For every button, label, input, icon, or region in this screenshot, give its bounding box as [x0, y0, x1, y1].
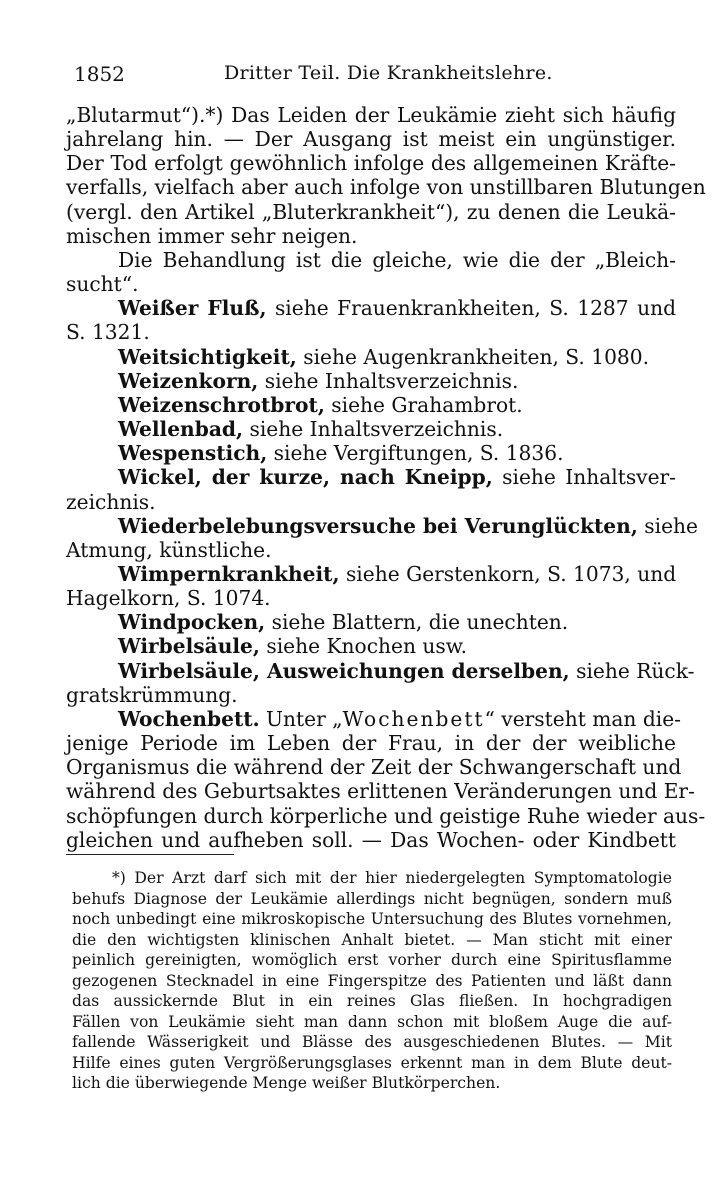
entry-keyword: Wiederbelebungsversuche bei Verunglückten, — [118, 513, 638, 538]
text-span: siehe Inhaltsverzeichnis. — [258, 368, 519, 393]
text-line — [66, 779, 695, 804]
text-span: „Blutarmut“).*) Das Leiden der Leukämie zieht sich häufig — [66, 103, 676, 127]
entry-keyword: Wirbelsäule, — [118, 634, 260, 659]
text-line — [66, 345, 676, 369]
text-span: (vergl. den Artikel „Bluterkrankheit“), zu denen die Leukä- — [66, 199, 676, 224]
text-line — [66, 417, 676, 441]
entry-keyword: Windpocken, — [118, 610, 266, 635]
footnote-line: Fällen von Leukämie sieht man dann schon mit bloßem Auge die auf- — [72, 1012, 672, 1031]
text-line — [66, 828, 676, 852]
text-span: Die Behandlung ist die gleiche, wie die der „Bleich- — [118, 247, 676, 272]
text-span: siehe Grahambrot. — [324, 392, 523, 417]
footnote-line: *) Der Arzt darf sich mit der hier niedergelegten Symptomatologie — [112, 869, 672, 887]
text-line — [66, 272, 676, 296]
footnote-line: behufs Diagnose der Leukämie allerdings nicht begnügen, sondern muß — [72, 889, 672, 908]
entry-keyword: Wimpernkrankheit, — [118, 561, 340, 586]
text-line — [66, 683, 676, 707]
text-span: gleichen und aufheben soll. — Das Wochen- oder Kindbett — [66, 827, 676, 852]
page-header — [74, 62, 674, 92]
text-span: siehe Rück- — [569, 658, 695, 683]
text-line — [66, 200, 676, 224]
text-line — [66, 634, 676, 658]
text-line — [66, 658, 695, 683]
text-line — [66, 248, 676, 272]
page-number: 1852 — [74, 62, 125, 86]
text-line — [66, 224, 676, 248]
entry-keyword: Weizenkorn, — [118, 368, 259, 393]
text-span: sucht“. — [66, 272, 139, 297]
text-line — [66, 562, 676, 586]
footnote-line: die den wichtigsten klinischen Anhalt bietet. — Man sticht mit einer — [72, 930, 672, 949]
text-span: verfalls, vielfach aber auch infolge von unstillbaren Blutungen — [66, 175, 706, 200]
footnote-line: noch unbedingt eine mikroskopische Untersuchung des Blutes vornehmen, — [72, 910, 672, 929]
text-span: Hagelkorn, S. 1074. — [66, 586, 271, 611]
entry-keyword: Wirbelsäule, Ausweichungen derselben, — [118, 658, 570, 683]
text-line — [66, 441, 676, 465]
text-span: siehe Augenkrankheiten, S. 1080. — [296, 344, 650, 369]
text-line — [66, 586, 676, 610]
text-line — [66, 610, 676, 634]
text-line — [66, 175, 706, 200]
running-title: Dritter Teil. Die Krankheitslehre. — [224, 62, 553, 84]
text-line — [66, 393, 676, 417]
text-span: Organismus die während der Zeit der Schwangerschaft und — [66, 755, 682, 780]
footnote-line: gezogenen Stecknadel in eine Fingerspitze des Patienten und läßt dann — [72, 971, 672, 990]
text-line — [66, 803, 706, 828]
footnote — [72, 868, 672, 1094]
text-line — [66, 706, 681, 731]
emphasized-term: Wochenbett — [342, 706, 485, 731]
footnote-line: fallende Wässerigkeit und Blässe des ausgeschiedenen Blutes. — Mit — [72, 1033, 672, 1052]
text-span: siehe Gerstenkorn, S. 1073, und — [339, 561, 677, 586]
text-span: jenige Periode im Leben der Frau, in der der weibliche — [66, 731, 676, 756]
text-line — [66, 103, 676, 127]
text-line — [66, 369, 676, 393]
text-span: siehe Inhaltsverzeichnis. — [243, 417, 504, 442]
text-span: Der Tod erfolgt gewöhnlich infolge des allgemeinen Kräfte- — [66, 151, 676, 176]
text-line — [66, 731, 676, 755]
text-span: siehe — [637, 513, 698, 538]
footnote-divider — [66, 854, 234, 855]
text-span: siehe Frauenkrankheiten, S. 1287 und — [266, 296, 676, 321]
text-span: Atmung, künstliche. — [66, 537, 272, 562]
entry-keyword: Wespenstich, — [118, 441, 268, 466]
text-line — [66, 513, 698, 538]
text-span: “ versteht man die- — [484, 706, 681, 731]
entry-keyword: Weißer Fluß, — [118, 296, 267, 321]
text-line — [66, 127, 676, 151]
text-span: gratskrümmung. — [66, 682, 238, 707]
text-line — [66, 296, 676, 320]
text-span: Unter „ — [259, 706, 343, 731]
text-span: jahrelang hin. — Der Ausgang ist meist ein ungünstiger. — [66, 127, 676, 152]
text-span: schöpfungen durch körperliche und geistige Ruhe wieder aus- — [66, 803, 706, 828]
text-line — [66, 465, 676, 489]
text-span: siehe Blattern, die unechten. — [265, 610, 569, 635]
text-span: siehe Knochen usw. — [259, 634, 468, 659]
text-line — [66, 151, 676, 175]
text-line — [66, 490, 676, 514]
footnote-line: Hilfe eines guten Vergrößerungsglases erkennt man in dem Blute deut- — [72, 1053, 672, 1072]
footnote-line: lich die überwiegende Menge weißer Blutkörperchen. — [72, 1074, 501, 1093]
text-span: zeichnis. — [66, 489, 156, 514]
text-line — [66, 755, 682, 780]
text-span: siehe Vergiftungen, S. 1836. — [267, 441, 564, 466]
entry-keyword: Wochenbett. — [118, 706, 260, 731]
text-span: siehe Inhaltsver- — [492, 465, 676, 490]
entry-keyword: Weitsichtigkeit, — [118, 344, 297, 369]
footnote-line: peinlich gereinigten, womöglich erst vorher durch eine Spiritusflamme — [72, 951, 672, 970]
text-span: S. 1321. — [66, 320, 150, 345]
text-span: während des Geburtsaktes erlittenen Veränderungen und Er- — [66, 779, 695, 804]
entry-keyword: Wellenbad, — [118, 417, 244, 442]
text-span: mischen immer sehr neigen. — [66, 223, 358, 248]
entry-keyword: Weizenschrotbrot, — [118, 392, 325, 417]
body-text — [66, 103, 706, 852]
footnote-line: das aussickernde Blut in ein reines Glas fließen. In hochgradigen — [72, 992, 672, 1011]
text-line — [66, 320, 676, 344]
entry-keyword: Wickel, der kurze, nach Kneipp, — [118, 465, 493, 490]
text-line — [66, 538, 676, 562]
